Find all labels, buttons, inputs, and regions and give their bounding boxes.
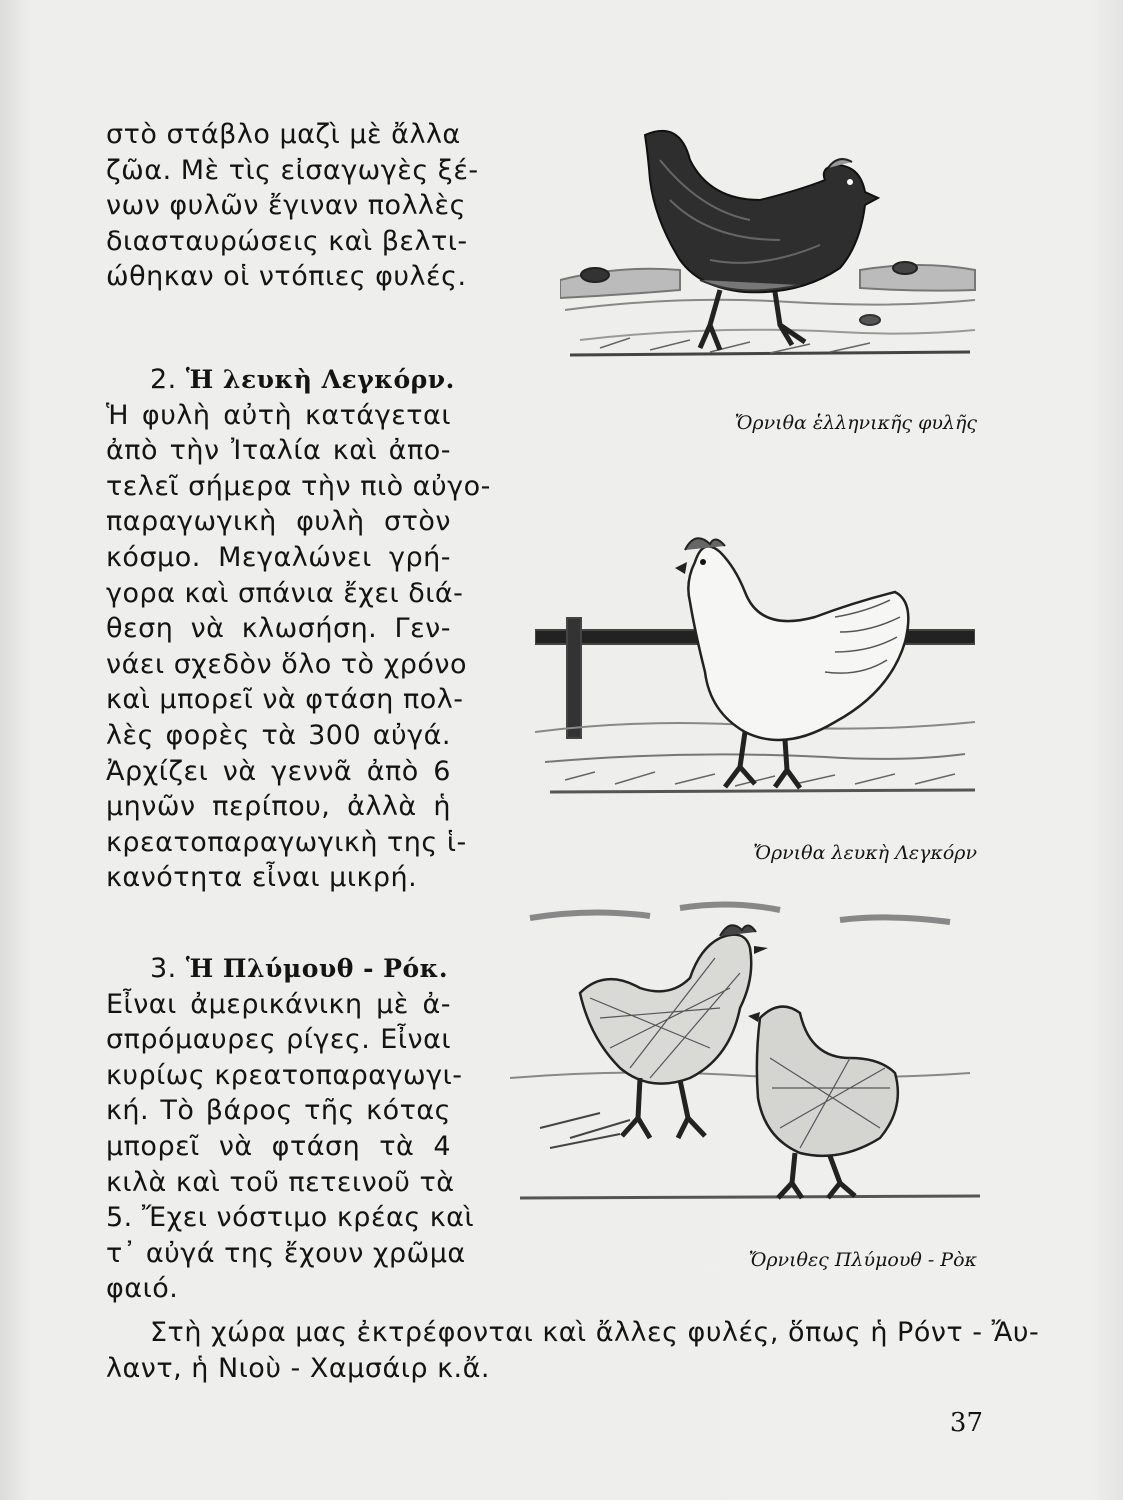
heading-title: Ἡ Πλύμουθ - Ρόκ.	[185, 954, 449, 983]
text-line: κή. Τὸ βάρος τῆς κότας	[106, 1095, 451, 1127]
figure-caption: Ὄρνιθα λευκὴ Λεγκόρν	[753, 842, 977, 864]
text-line: ώθηκαν οἱ ντόπιες φυλές.	[106, 261, 467, 293]
text-line: παραγωγικὴ φυλὴ στὸν	[106, 506, 451, 538]
text-line: 5. Ἔχει νόστιμο κρέας καὶ	[106, 1202, 475, 1234]
text-line: Ἀρχίζει νὰ γεννᾶ ἀπὸ 6	[106, 755, 451, 787]
text-line: σπρόμαυρες ρίγες. Εἶναι	[106, 1024, 451, 1056]
section-heading	[106, 362, 455, 398]
paragraph-closing	[106, 1315, 1040, 1386]
text-line: Στὴ χώρα μας ἐκτρέφονται καὶ ἄλλες φυλές, ὅπως ἡ Ρόντ - Ἄυ-	[150, 1317, 1040, 1348]
text-line: Εἶναι ἀμερικάνικη μὲ ἀ-	[106, 988, 451, 1020]
text-line: ζῶα. Μὲ τὶς εἰσαγωγὲς ξέ-	[106, 154, 479, 186]
text-line: λὲς φορὲς τὰ 300 αὐγά.	[106, 719, 451, 751]
section-leghorn	[106, 362, 491, 896]
text-line: κόσμο. Μεγαλώνει γρή-	[106, 541, 451, 573]
greek-hen-illustration	[560, 120, 980, 370]
text-line: κρεατοπαραγωγικὴ της ἱ-	[106, 826, 467, 858]
text-line: κανότητα εἶναι μικρή.	[106, 862, 418, 894]
heading-title: Ἡ λευκὴ Λεγκόρν.	[185, 365, 455, 394]
text-line: τ᾽ αὐγά της ἔχουν χρῶμα	[106, 1237, 466, 1269]
leghorn-hen-illustration	[535, 522, 975, 822]
text-line: Ἡ φυλὴ αὐτὴ κατάγεται	[106, 399, 451, 431]
paragraph-intro	[106, 117, 479, 295]
page-number: 37	[949, 1408, 983, 1438]
heading-number: 2.	[150, 364, 177, 395]
text-line: μπορεῖ νὰ φτάση τὰ 4	[106, 1130, 451, 1162]
text-line: κυρίως κρεατοπαραγωγι-	[106, 1059, 463, 1091]
text-line: νων φυλῶν ἔγιναν πολλὲς	[106, 190, 466, 222]
text-line: κιλὰ καὶ τοῦ πετεινοῦ τὰ	[106, 1166, 455, 1198]
section-plymouth-rock	[106, 951, 475, 1307]
text-line: ἀπὸ τὴν Ἰταλία καὶ ἀπο-	[106, 435, 451, 467]
section-heading	[106, 951, 451, 987]
text-line: λαντ, ἡ Νιοὺ - Χαμσάιρ κ.ἄ.	[106, 1352, 490, 1384]
heading-number: 3.	[150, 953, 177, 984]
plymouth-rock-pair-illustration	[510, 898, 980, 1208]
text-line: καὶ μπορεῖ νὰ φτάση πολ-	[106, 684, 464, 716]
text-line: νάει σχεδὸν ὅλο τὸ χρόνο	[106, 648, 468, 680]
text-line: διασταυρώσεις καὶ βελτι-	[106, 225, 468, 257]
text-line: θεση νὰ κλωσήση. Γεν-	[106, 613, 451, 645]
text-line: τελεῖ σήμερα τὴν πιὸ αὐγο-	[106, 470, 491, 502]
text-line: μηνῶν περίπου, ἀλλὰ ἡ	[106, 791, 451, 823]
text-line: φαιό.	[106, 1273, 179, 1305]
text-line: στὸ στάβλο μαζὶ μὲ ἄλλα	[106, 119, 461, 150]
figure-caption: Ὄρνιθα ἑλληνικῆς φυλῆς	[734, 412, 977, 434]
text-line: γορα καὶ σπάνια ἔχει διά-	[106, 577, 464, 609]
figure-caption: Ὄρνιθες Πλύμουθ - Ρὸκ	[748, 1249, 977, 1271]
